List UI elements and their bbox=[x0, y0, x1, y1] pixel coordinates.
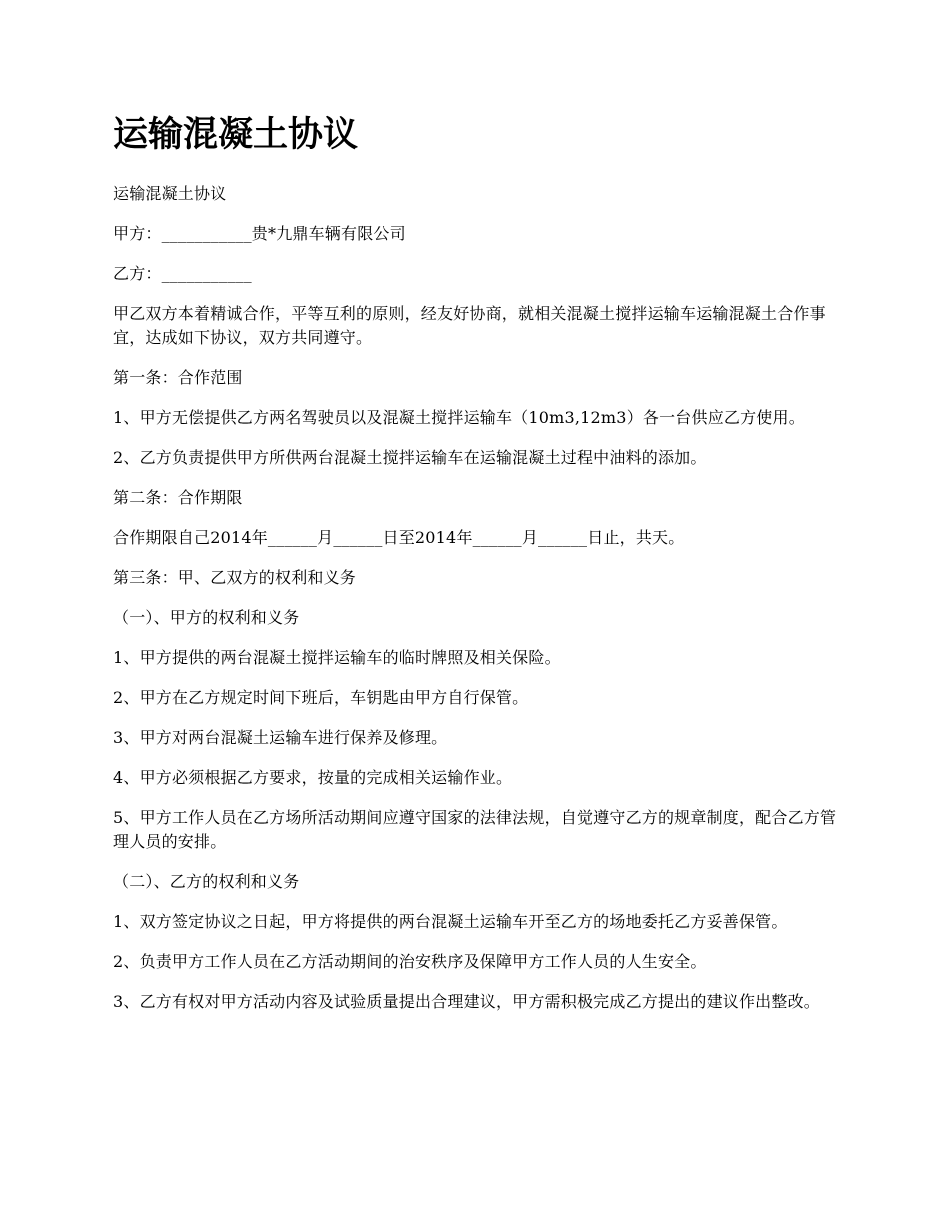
party-b-item-3: 3、乙方有权对甲方活动内容及试验质量提出合理建议，甲方需积极完成乙方提出的建议作出整改。 bbox=[113, 992, 820, 1011]
preamble-paragraph: 甲乙双方本着精诚合作，平等互利的原则，经友好协商，就相关混凝土搅拌运输车运输混凝土合作事宜，达成如下协议，双方共同遵守。 bbox=[113, 304, 826, 347]
party-a-item-2: 2、甲方在乙方规定时间下班后，车钥匙由甲方自行保管。 bbox=[113, 688, 529, 707]
article-1-heading: 第一条：合作范围 bbox=[113, 368, 243, 387]
article-2-heading: 第二条：合作期限 bbox=[113, 488, 243, 507]
section-party-b-heading: （二）、乙方的权利和义务 bbox=[113, 872, 300, 891]
party-b-item-2: 2、负责甲方工作人员在乙方活动期间的治安秩序及保障甲方工作人员的人生安全。 bbox=[113, 952, 707, 971]
party-a-item-4: 4、甲方必须根据乙方要求，按量的完成相关运输作业。 bbox=[113, 768, 513, 787]
article-1-item-2: 2、乙方负责提供甲方所供两台混凝土搅拌运输车在运输混凝土过程中油料的添加。 bbox=[113, 448, 707, 467]
document-page bbox=[113, 110, 843, 1030]
document-subtitle: 运输混凝土协议 bbox=[113, 184, 227, 203]
article-3-heading: 第三条：甲、乙双方的权利和义务 bbox=[113, 568, 357, 587]
document-title: 运输混凝土协议 bbox=[113, 114, 359, 155]
article-1-item-1: 1、甲方无偿提供乙方两名驾驶员以及混凝土搅拌运输车（10m3,12m3）各一台供应乙方使用。 bbox=[113, 408, 805, 427]
party-a-line: 甲方：___________贵*九鼎车辆有限公司 bbox=[113, 224, 406, 243]
party-b-line: 乙方：___________ bbox=[113, 264, 252, 283]
party-a-item-1: 1、甲方提供的两台混凝土搅拌运输车的临时牌照及相关保险。 bbox=[113, 648, 561, 667]
section-party-a-heading: （一）、甲方的权利和义务 bbox=[113, 608, 300, 627]
article-2-period: 合作期限自己2014年______月______日至2014年______月______日止，共天。 bbox=[113, 528, 685, 547]
party-b-item-1: 1、双方签定协议之日起，甲方将提供的两台混凝土运输车开至乙方的场地委托乙方妥善保管。 bbox=[113, 912, 788, 931]
party-a-item-3: 3、甲方对两台混凝土运输车进行保养及修理。 bbox=[113, 728, 448, 747]
party-a-item-5: 5、甲方工作人员在乙方场所活动期间应遵守国家的法律法规，自觉遵守乙方的规章制度，配合乙方管理人员的安排。 bbox=[113, 808, 837, 851]
